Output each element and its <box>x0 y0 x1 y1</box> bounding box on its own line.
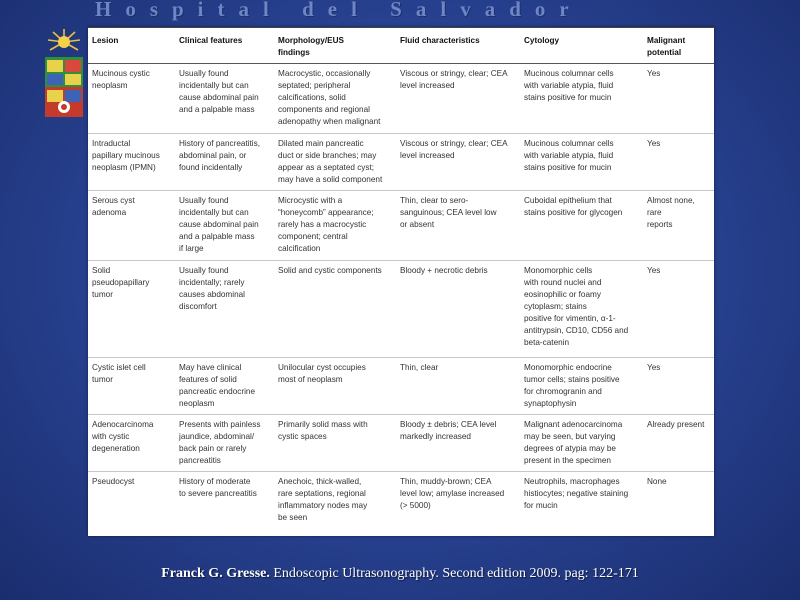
table-cell: Yes <box>643 64 714 134</box>
table-cell: Adenocarcinoma with cystic degeneration <box>88 415 175 472</box>
table-cell: Mucinous columnar cells with variable atypia, fluid stains positive for mucin <box>520 64 643 134</box>
table-row <box>88 191 714 261</box>
table-cell: Presents with painless jaundice, abdominal/ back pain or rarely pancreatitis <box>175 415 274 472</box>
table-row <box>88 64 714 134</box>
table-cell: None <box>647 477 667 486</box>
header-morphology: Morphology/EUS findings <box>274 28 396 64</box>
table-cell: Viscous or stringy, clear; CEA level increased <box>396 134 520 191</box>
table-cell: Bloody + necrotic debris <box>396 261 520 358</box>
table-row <box>88 358 714 415</box>
table-cell: Thin, clear to sero- sanguinous; CEA level low or absent <box>396 191 520 261</box>
table-cell: Malignant adenocarcinoma may be seen, but varying degrees of atypia may be present in the specimen <box>520 415 643 472</box>
table-cell: Thin, muddy-brown; CEA level low; amylase increased (> 5000) <box>400 477 505 510</box>
cystic-lesions-table <box>88 27 714 528</box>
table-cell: Pseudocyst <box>92 477 135 486</box>
banner-title: Hospital del Salvador <box>95 0 583 21</box>
table-cell: Almost none, rare reports <box>643 191 714 261</box>
table-cell: History of pancreatitis, abdominal pain, or found incidentally <box>175 134 274 191</box>
table-cell: Monomorphic endocrine tumor cells; stains positive for chromogranin and synaptophysin <box>520 358 643 415</box>
citation-footer <box>0 566 800 582</box>
table-cell: Unilocular cyst occupies most of neoplasm <box>274 358 396 415</box>
table-cell: Yes <box>643 134 714 191</box>
table-cell: Already present <box>643 415 714 472</box>
header-malignant-potential: Malignant potential <box>643 28 714 64</box>
table-cell: Anechoic, thick-walled, rare septations, regional inflammatory nodes may be seen <box>278 477 368 522</box>
table-header-row <box>88 28 714 64</box>
table-cell: Solid and cystic components <box>274 261 396 358</box>
table-cell: Cuboidal epithelium that stains positive for glycogen <box>520 191 643 261</box>
table-cell: Mucinous cystic neoplasm <box>88 64 175 134</box>
table-cell: Primarily solid mass with cystic spaces <box>274 415 396 472</box>
table-cell: History of moderate to severe pancreatitis <box>179 477 257 498</box>
table-cell: Bloody ± debris; CEA level markedly increased <box>396 415 520 472</box>
comparison-table-panel <box>88 27 714 536</box>
table-cell: May have clinical features of solid pancreatic endocrine neoplasm <box>175 358 274 415</box>
table-cell: Intraductal papillary mucinous neoplasm (IPMN) <box>88 134 175 191</box>
table-cell: Macrocystic, occasionally septated; peripheral calcifications, solid components and regional adenopathy when malignant <box>274 64 396 134</box>
table-row <box>88 472 714 529</box>
table-cell: Usually found incidentally; rarely causes abdominal discomfort <box>175 261 274 358</box>
university-crest-sun-icon <box>44 28 84 56</box>
header-fluid: Fluid characteristics <box>396 28 520 64</box>
citation-text: Endoscopic Ultrasonography. Second edition 2009. pag: 122-171 <box>269 566 639 581</box>
table-cell: Thin, clear <box>396 358 520 415</box>
header-cytology: Cytology <box>520 28 643 64</box>
university-crest-shield-icon <box>44 57 84 119</box>
table-cell: Microcystic with a “honeycomb” appearance; rarely has a macrocystic component; central calcification <box>274 191 396 261</box>
table-cell: Neutrophils, macrophages histiocytes; negative staining for mucin <box>524 477 629 510</box>
table-cell: Mucinous columnar cells with variable atypia, fluid stains positive for mucin <box>520 134 643 191</box>
table-cell: Yes <box>643 261 714 358</box>
table-cell: Yes <box>643 358 714 415</box>
citation-author: Franck G. Gresse. <box>161 566 270 581</box>
header-lesion: Lesion <box>88 28 175 64</box>
table-cell: Usually found incidentally but can cause abdominal pain and a palpable mass <box>175 64 274 134</box>
table-cell: Cystic islet cell tumor <box>88 358 175 415</box>
table-cell: Solid pseudopapillary tumor <box>88 261 175 358</box>
table-cell: Serous cyst adenoma <box>88 191 175 261</box>
table-cell: Dilated main pancreatic duct or side branches; may appear as a septated cyst; may have a solid component <box>274 134 396 191</box>
table-cell: Monomorphic cells with round nuclei and eosinophilic or foamy cytoplasm; stains positive for vimentin, α-1- antitrypsin, CD10, CD56 and beta-catenin <box>520 261 643 358</box>
table-cell: Usually found incidentally but can cause abdominal pain and a palpable mass if large <box>175 191 274 261</box>
table-cell: Viscous or stringy, clear; CEA level increased <box>396 64 520 134</box>
table-row <box>88 134 714 191</box>
header-clinical-features: Clinical features <box>175 28 274 64</box>
table-row <box>88 261 714 358</box>
table-row <box>88 415 714 472</box>
